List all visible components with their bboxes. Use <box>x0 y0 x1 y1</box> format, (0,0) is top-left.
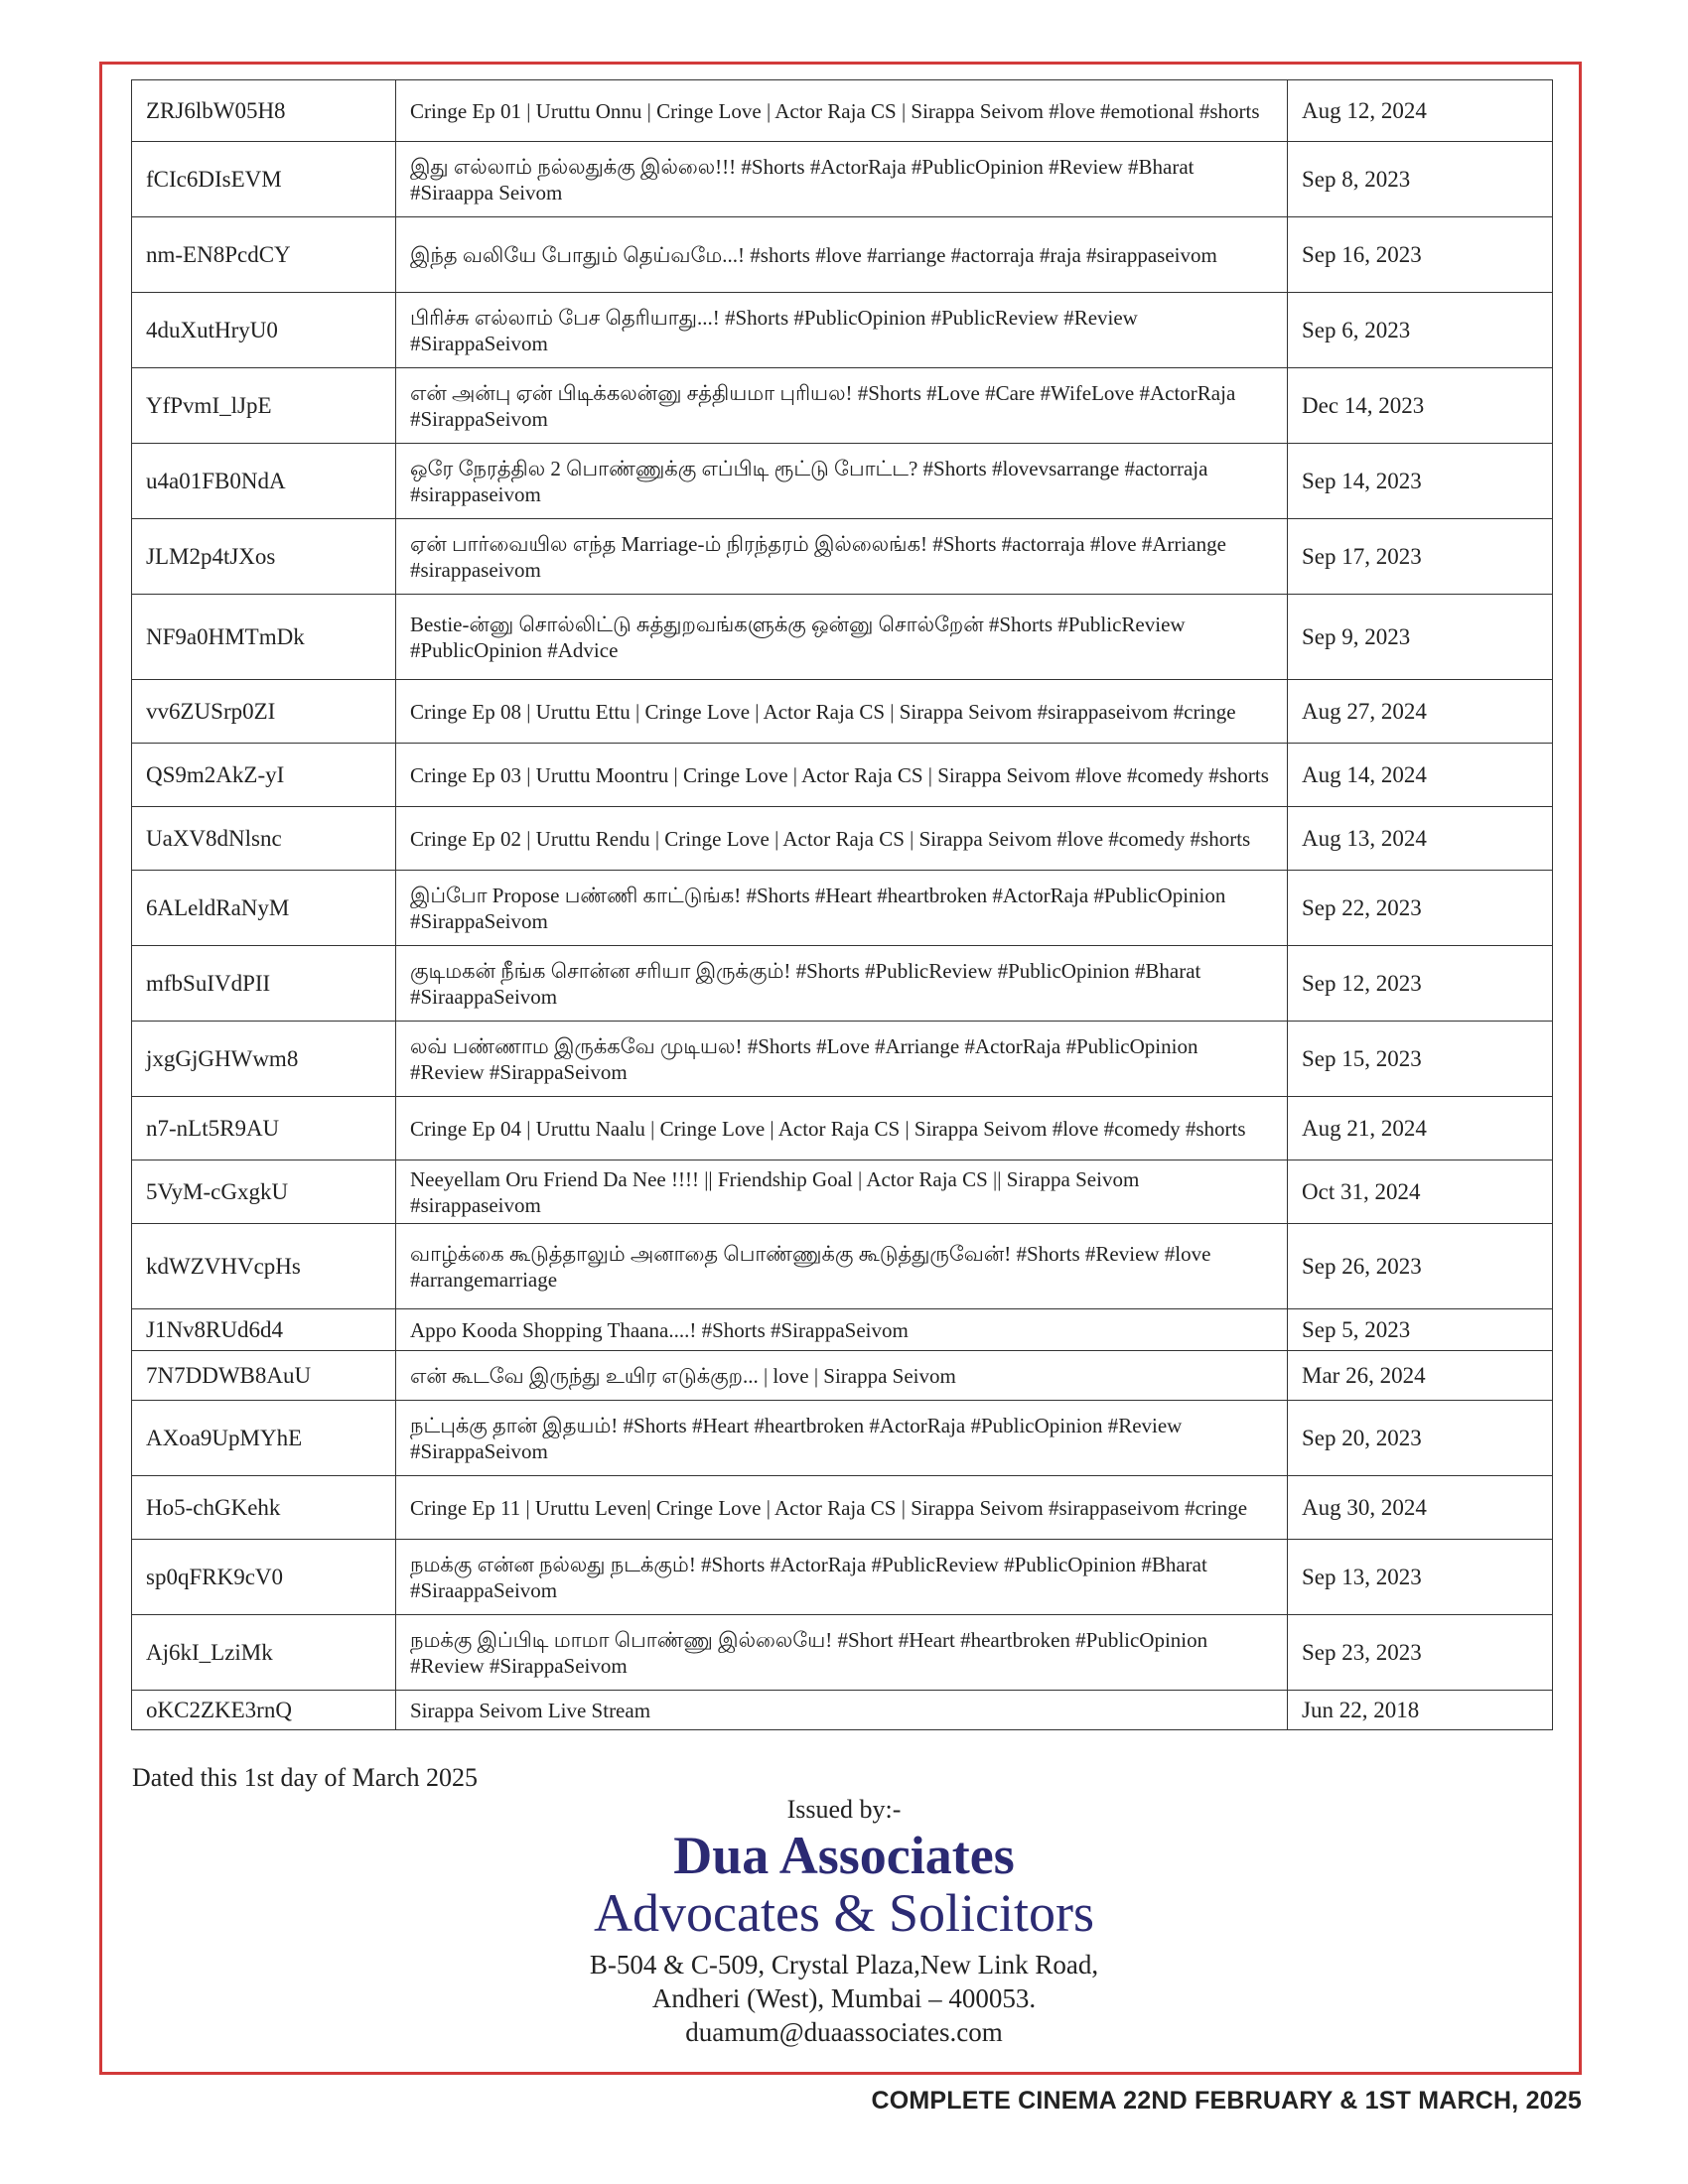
video-id: mfbSuIVdPII <box>132 946 396 1022</box>
video-title: என் கூடவே இருந்து உயிர எடுக்குற... | love | Sirappa Seivom <box>396 1351 1288 1401</box>
table-row <box>132 1022 1553 1097</box>
video-title: நமக்கு இப்பிடி மாமா பொண்ணு இல்லையே! #Short #Heart #heartbroken #PublicOpinion #Review #SirappaSeivom <box>396 1615 1288 1691</box>
video-date: Jun 22, 2018 <box>1288 1691 1553 1730</box>
table-row <box>132 1309 1553 1351</box>
video-date: Sep 20, 2023 <box>1288 1401 1553 1476</box>
video-date: Oct 31, 2024 <box>1288 1160 1553 1224</box>
video-id: Ho5-chGKehk <box>132 1476 396 1540</box>
video-title: ஏன் பார்வையில எந்த Marriage-ம் நிரந்தரம் இல்லைங்க! #Shorts #actorraja #love #Arriange #sirappaseivom <box>396 519 1288 595</box>
video-id: UaXV8dNlsnc <box>132 807 396 871</box>
video-title: Cringe Ep 04 | Uruttu Naalu | Cringe Love | Actor Raja CS | Sirappa Seivom #love #comedy #shorts <box>396 1097 1288 1160</box>
table-row <box>132 1097 1553 1160</box>
video-id: u4a01FB0NdA <box>132 444 396 519</box>
video-title: Cringe Ep 02 | Uruttu Rendu | Cringe Love | Actor Raja CS | Sirappa Seivom #love #comedy #shorts <box>396 807 1288 871</box>
video-title: Appo Kooda Shopping Thaana....! #Shorts #SirappaSeivom <box>396 1309 1288 1351</box>
video-id: vv6ZUSrp0ZI <box>132 680 396 744</box>
table-row <box>132 744 1553 807</box>
video-date: Aug 14, 2024 <box>1288 744 1553 807</box>
video-id: JLM2p4tJXos <box>132 519 396 595</box>
video-id: 5VyM-cGxgkU <box>132 1160 396 1224</box>
video-title: இப்போ Propose பண்ணி காட்டுங்க! #Shorts #Heart #heartbroken #ActorRaja #PublicOpinion #SirappaSeivom <box>396 871 1288 946</box>
table-row <box>132 293 1553 368</box>
video-date: Sep 13, 2023 <box>1288 1540 1553 1615</box>
table-row <box>132 1401 1553 1476</box>
table-row <box>132 217 1553 293</box>
video-title: Cringe Ep 03 | Uruttu Moontru | Cringe Love | Actor Raja CS | Sirappa Seivom #love #comedy #shorts <box>396 744 1288 807</box>
table-row <box>132 1160 1553 1224</box>
table-row <box>132 595 1553 680</box>
video-date: Sep 14, 2023 <box>1288 444 1553 519</box>
video-date: Sep 5, 2023 <box>1288 1309 1553 1351</box>
video-date: Sep 9, 2023 <box>1288 595 1553 680</box>
table-row <box>132 80 1553 142</box>
video-date: Aug 27, 2024 <box>1288 680 1553 744</box>
video-id: fCIc6DIsEVM <box>132 142 396 217</box>
firm-email: duamum@duaassociates.com <box>685 2017 1003 2047</box>
video-id: AXoa9UpMYhE <box>132 1401 396 1476</box>
video-id: YfPvmI_lJpE <box>132 368 396 444</box>
video-id: Aj6kI_LziMk <box>132 1615 396 1691</box>
video-title: இந்த வலியே போதும் தெய்வமே...! #shorts #love #arriange #actorraja #raja #sirappaseivom <box>396 217 1288 293</box>
firm-name: Dua Associates <box>673 1826 1015 1885</box>
video-id: 7N7DDWB8AuU <box>132 1351 396 1401</box>
address-line-1: B-504 & C-509, Crystal Plaza,New Link Road, <box>589 1950 1099 1979</box>
issued-by-label: Issued by:- <box>786 1795 902 1824</box>
video-date: Sep 12, 2023 <box>1288 946 1553 1022</box>
table-row <box>132 1351 1553 1401</box>
video-title: லவ் பண்ணாம இருக்கவே முடியல! #Shorts #Love #Arriange #ActorRaja #PublicOpinion #Review #SirappaSeivom <box>396 1022 1288 1097</box>
table-row <box>132 871 1553 946</box>
table-row <box>132 807 1553 871</box>
table-row <box>132 1691 1553 1730</box>
video-id: NF9a0HMTmDk <box>132 595 396 680</box>
video-id: nm-EN8PcdCY <box>132 217 396 293</box>
table-row <box>132 946 1553 1022</box>
video-id: 4duXutHryU0 <box>132 293 396 368</box>
table-row <box>132 1540 1553 1615</box>
video-id: oKC2ZKE3rnQ <box>132 1691 396 1730</box>
table-row <box>132 1476 1553 1540</box>
video-id: 6ALeldRaNyM <box>132 871 396 946</box>
video-title: குடிமகன் நீங்க சொன்ன சரியா இருக்கும்! #Shorts #PublicReview #PublicOpinion #Bharat #SiraappaSeivom <box>396 946 1288 1022</box>
page-footer: COMPLETE CINEMA 22ND FEBRUARY & 1ST MARCH, 2025 <box>871 2087 1582 2115</box>
video-title: Cringe Ep 08 | Uruttu Ettu | Cringe Love | Actor Raja CS | Sirappa Seivom #sirappaseivom #cringe <box>396 680 1288 744</box>
video-id: QS9m2AkZ-yI <box>132 744 396 807</box>
video-date: Sep 26, 2023 <box>1288 1224 1553 1309</box>
video-id: jxgGjGHWwm8 <box>132 1022 396 1097</box>
video-title: என் அன்பு ஏன் பிடிக்கலன்னு சத்தியமா புரியல! #Shorts #Love #Care #WifeLove #ActorRaja #SirappaSeivom <box>396 368 1288 444</box>
video-date: Mar 26, 2024 <box>1288 1351 1553 1401</box>
video-date: Aug 21, 2024 <box>1288 1097 1553 1160</box>
video-id: n7-nLt5R9AU <box>132 1097 396 1160</box>
table-row <box>132 680 1553 744</box>
table-row <box>132 444 1553 519</box>
video-date: Sep 15, 2023 <box>1288 1022 1553 1097</box>
video-date: Sep 8, 2023 <box>1288 142 1553 217</box>
video-title: நமக்கு என்ன நல்லது நடக்கும்! #Shorts #ActorRaja #PublicReview #PublicOpinion #Bharat #SiraappaSeivom <box>396 1540 1288 1615</box>
table-row <box>132 142 1553 217</box>
video-title: Sirappa Seivom Live Stream <box>396 1691 1288 1730</box>
video-list-table <box>131 79 1553 1730</box>
dated-line: Dated this 1st day of March 2025 <box>132 1763 479 1792</box>
video-title: வாழ்க்கை கூடுத்தாலும் அனாதை பொண்ணுக்கு கூடுத்துருவேன்! #Shorts #Review #love #arrangemarriage <box>396 1224 1288 1309</box>
table-row <box>132 1224 1553 1309</box>
video-title: Neeyellam Oru Friend Da Nee !!!! || Friendship Goal | Actor Raja CS || Sirappa Seivom #sirappaseivom <box>396 1160 1288 1224</box>
video-date: Aug 12, 2024 <box>1288 80 1553 142</box>
table-row <box>132 1615 1553 1691</box>
video-date: Aug 30, 2024 <box>1288 1476 1553 1540</box>
video-id: J1Nv8RUd6d4 <box>132 1309 396 1351</box>
video-id: sp0qFRK9cV0 <box>132 1540 396 1615</box>
address-line-2: Andheri (West), Mumbai – 400053. <box>651 1983 1037 2013</box>
video-id: ZRJ6lbW05H8 <box>132 80 396 142</box>
video-id: kdWZVHVcpHs <box>132 1224 396 1309</box>
video-date: Sep 16, 2023 <box>1288 217 1553 293</box>
video-date: Aug 13, 2024 <box>1288 807 1553 871</box>
video-date: Sep 17, 2023 <box>1288 519 1553 595</box>
video-date: Dec 14, 2023 <box>1288 368 1553 444</box>
video-date: Sep 22, 2023 <box>1288 871 1553 946</box>
video-date: Sep 23, 2023 <box>1288 1615 1553 1691</box>
firm-subtitle: Advocates & Solicitors <box>594 1883 1094 1943</box>
video-title: ஒரே நேரத்தில 2 பொண்ணுக்கு எப்பிடி ரூட்டு போட்ட? #Shorts #lovevsarrange #actorraja #sirappaseivom <box>396 444 1288 519</box>
video-title: Bestie-ன்னு சொல்லிட்டு சுத்துறவங்களுக்கு ஒன்னு சொல்றேன் #Shorts #PublicReview #PublicOpinion #Advice <box>396 595 1288 680</box>
table-row <box>132 519 1553 595</box>
video-title: இது எல்லாம் நல்லதுக்கு இல்லை!!! #Shorts #ActorRaja #PublicOpinion #Review #Bharat #Siraappa Seivom <box>396 142 1288 217</box>
video-title: Cringe Ep 01 | Uruttu Onnu | Cringe Love | Actor Raja CS | Sirappa Seivom #love #emotional #shorts <box>396 80 1288 142</box>
video-title: Cringe Ep 11 | Uruttu Leven| Cringe Love | Actor Raja CS | Sirappa Seivom #sirappaseivom #cringe <box>396 1476 1288 1540</box>
video-title: பிரிச்சு எல்லாம் பேச தெரியாது...! #Shorts #PublicOpinion #PublicReview #Review #SirappaSeivom <box>396 293 1288 368</box>
video-title: நட்புக்கு தான் இதயம்! #Shorts #Heart #heartbroken #ActorRaja #PublicOpinion #Review #SirappaSeivom <box>396 1401 1288 1476</box>
video-list-body <box>132 80 1553 1730</box>
video-date: Sep 6, 2023 <box>1288 293 1553 368</box>
table-row <box>132 368 1553 444</box>
